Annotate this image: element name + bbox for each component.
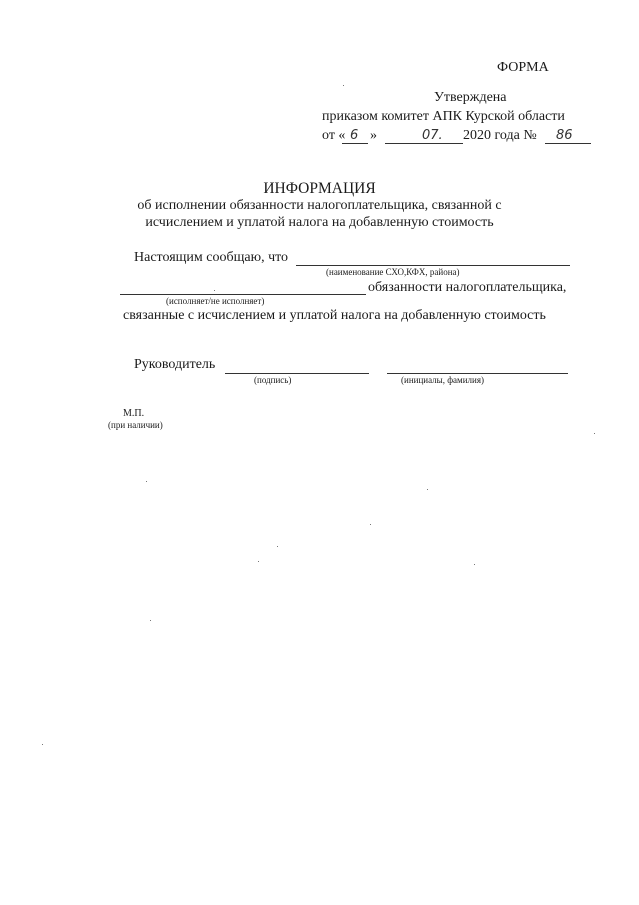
date-mid: » [370,128,377,143]
scan-speck [474,564,475,565]
scan-speck [370,524,371,525]
day-underline [342,143,368,144]
scan-speck [343,85,344,86]
head-label: Руководитель [134,357,216,372]
number-value: 86 [556,128,573,143]
signature-hint: (подпись) [254,375,292,385]
scan-speck [277,546,278,547]
day-value: 6 [350,128,359,143]
initials-hint: (инициалы, фамилия) [401,375,484,385]
date-prefix: от « [322,128,346,143]
month-value: 07. [422,128,443,143]
month-underline [385,143,463,144]
form-label: ФОРМА [497,60,549,75]
status-field-line [120,294,366,295]
scan-speck [427,489,428,490]
scan-speck [594,433,595,434]
stamp-hint: (при наличии) [108,420,163,430]
intro-text: Настоящим сообщаю, что [134,250,289,265]
scan-speck [150,620,151,621]
approved-label: Утверждена [434,90,507,105]
related-text: связанные с исчислением и уплатой налога на добавленную стоимость [123,308,546,323]
order-line: приказом комитет АПК Курской области [322,109,565,124]
entity-name-field-line [296,265,570,266]
document-title: ИНФОРМАЦИЯ [263,180,376,197]
scan-speck [214,290,215,291]
title-line-1: об исполнении обязанности налогоплательщика, связанной с [137,198,502,213]
signature-field-line [225,373,369,374]
year-suffix: 2020 года № [463,128,537,143]
scan-speck [146,481,147,482]
initials-field-line [387,373,568,374]
number-underline [545,143,591,144]
obligation-text: обязанности налогоплательщика, [368,280,567,295]
status-hint: (исполняет/не исполняет) [166,296,265,306]
title-line-2: исчислением и уплатой налога на добавленную стоимость [145,215,494,230]
entity-name-hint: (наименование СХО,КФХ, района) [326,267,460,277]
stamp-label: М.П. [123,408,145,419]
scan-speck [258,561,259,562]
scan-speck [42,744,43,745]
